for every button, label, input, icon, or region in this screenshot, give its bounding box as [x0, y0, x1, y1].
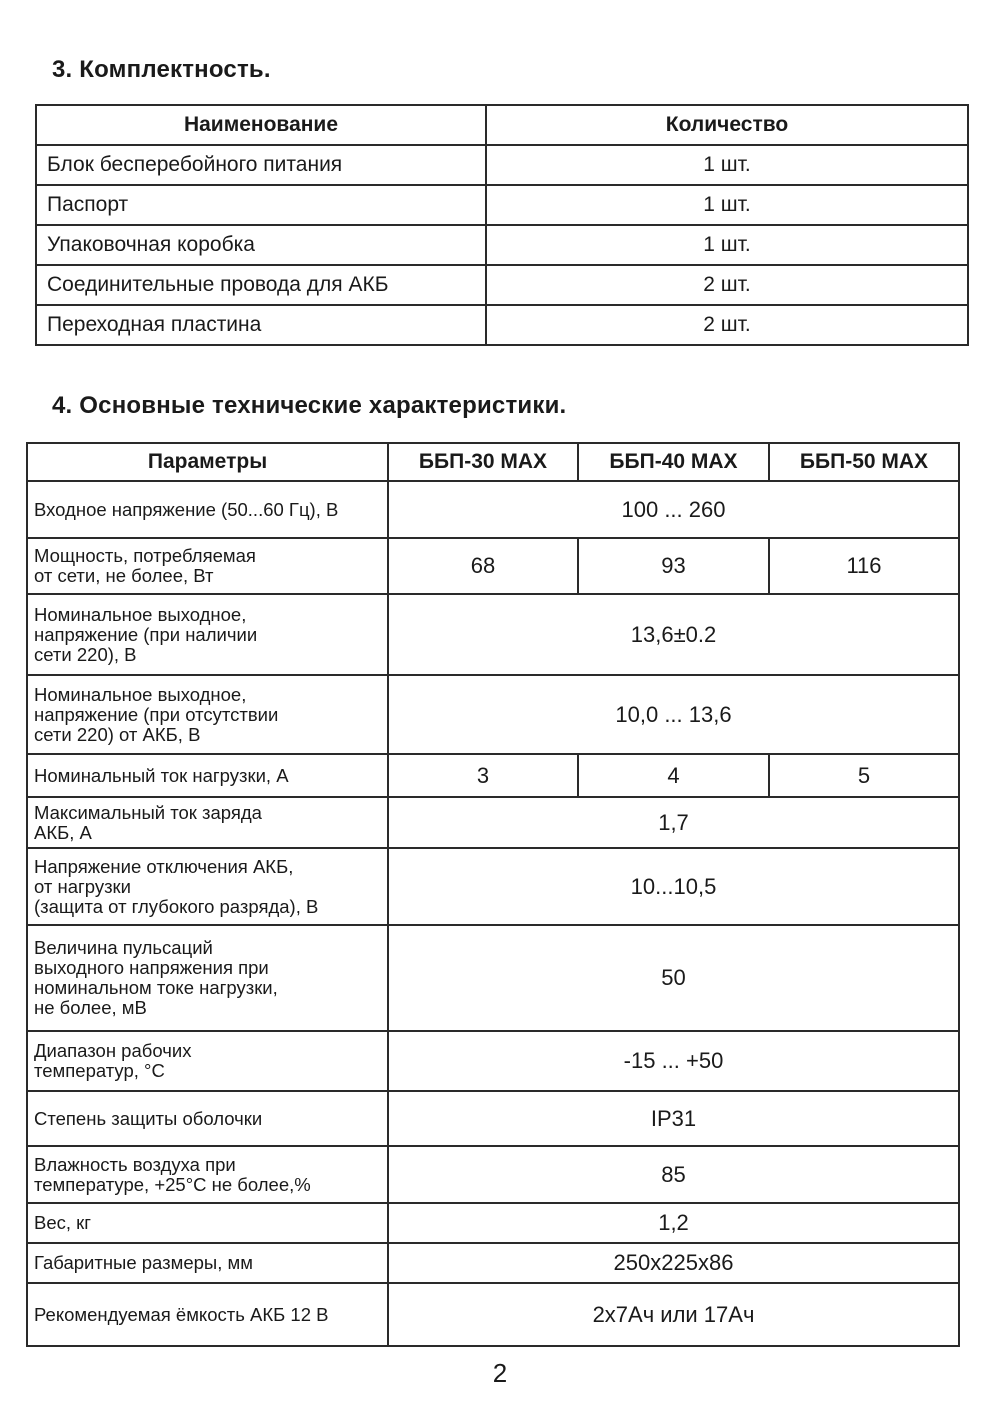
page-number: 2: [492, 1358, 508, 1388]
parameter-name: Габаритные размеры, мм: [27, 1243, 388, 1283]
item-name: Блок бесперебойного питания: [36, 145, 486, 185]
parameter-value-model-30: 68: [388, 538, 578, 594]
table-row: [27, 675, 959, 754]
parameter-name: Величина пульсаций выходного напряжения при номинальном токе нагрузки, не более, мВ: [27, 925, 388, 1031]
parameter-value: -15 ... +50: [388, 1031, 959, 1091]
table-row: [27, 1283, 959, 1346]
item-name: Упаковочная коробка: [36, 225, 486, 265]
table-row: [36, 185, 968, 225]
parameter-value: 250х225х86: [388, 1243, 959, 1283]
table-row: [36, 305, 968, 345]
table-row: [27, 1146, 959, 1203]
item-name: Переходная пластина: [36, 305, 486, 345]
kit-table: [35, 104, 969, 346]
table-row: [27, 925, 959, 1031]
parameter-value: 2х7Ач или 17Ач: [388, 1283, 959, 1346]
parameter-value: IP31: [388, 1091, 959, 1146]
table-row: [27, 594, 959, 675]
parameter-value: 1,2: [388, 1203, 959, 1243]
specs-table: [26, 442, 960, 1347]
table-row: [36, 265, 968, 305]
parameter-name: Степень защиты оболочки: [27, 1091, 388, 1146]
parameter-name: Номинальное выходное, напряжение (при отсутствии сети 220) от АКБ, В: [27, 675, 388, 754]
column-header-model-30: ББП-30 MAX: [388, 443, 578, 481]
section-3-title: 3. Комплектность.: [52, 56, 271, 83]
column-header-model-40: ББП-40 MAX: [578, 443, 769, 481]
table-row: [27, 848, 959, 925]
table-row: [27, 754, 959, 797]
parameter-name: Вес, кг: [27, 1203, 388, 1243]
parameter-name: Номинальный ток нагрузки, А: [27, 754, 388, 797]
parameter-name: Максимальный ток заряда АКБ, А: [27, 797, 388, 848]
parameter-name: Рекомендуемая ёмкость АКБ 12 В: [27, 1283, 388, 1346]
table-row: [27, 538, 959, 594]
parameter-value: 13,6±0.2: [388, 594, 959, 675]
parameter-value-model-40: 93: [578, 538, 769, 594]
item-quantity: 1 шт.: [486, 145, 968, 185]
parameter-name: Мощность, потребляемая от сети, не более, Вт: [27, 538, 388, 594]
table-row: [27, 481, 959, 538]
item-quantity: 2 шт.: [486, 265, 968, 305]
table-row: [27, 797, 959, 848]
table-row: [27, 1031, 959, 1091]
section-4-title: 4. Основные технические характеристики.: [52, 392, 567, 419]
table-row: [27, 1243, 959, 1283]
parameter-name: Влажность воздуха при температуре, +25°С не более,%: [27, 1146, 388, 1203]
item-quantity: 2 шт.: [486, 305, 968, 345]
column-header-model-50: ББП-50 MAX: [769, 443, 959, 481]
column-header-quantity: Количество: [486, 105, 968, 145]
column-header-parameters: Параметры: [27, 443, 388, 481]
item-name: Соединительные провода для АКБ: [36, 265, 486, 305]
parameter-value-model-40: 4: [578, 754, 769, 797]
table-row: [27, 1203, 959, 1243]
parameter-value: 10...10,5: [388, 848, 959, 925]
item-quantity: 1 шт.: [486, 185, 968, 225]
parameter-value: 100 ... 260: [388, 481, 959, 538]
parameter-value: 10,0 ... 13,6: [388, 675, 959, 754]
parameter-value: 85: [388, 1146, 959, 1203]
parameter-name: Номинальное выходное, напряжение (при наличии сети 220), В: [27, 594, 388, 675]
parameter-value-model-50: 116: [769, 538, 959, 594]
item-name: Паспорт: [36, 185, 486, 225]
parameter-name: Входное напряжение (50...60 Гц), В: [27, 481, 388, 538]
table-row: [36, 145, 968, 185]
parameter-value-model-50: 5: [769, 754, 959, 797]
parameter-value-model-30: 3: [388, 754, 578, 797]
parameter-name: Диапазон рабочих температур, °С: [27, 1031, 388, 1091]
item-quantity: 1 шт.: [486, 225, 968, 265]
parameter-value: 1,7: [388, 797, 959, 848]
table-row: [36, 225, 968, 265]
column-header-name: Наименование: [36, 105, 486, 145]
parameter-value: 50: [388, 925, 959, 1031]
table-header-row: [36, 105, 968, 145]
table-header-row: [27, 443, 959, 481]
table-row: [27, 1091, 959, 1146]
parameter-name: Напряжение отключения АКБ, от нагрузки (защита от глубокого разряда), В: [27, 848, 388, 925]
